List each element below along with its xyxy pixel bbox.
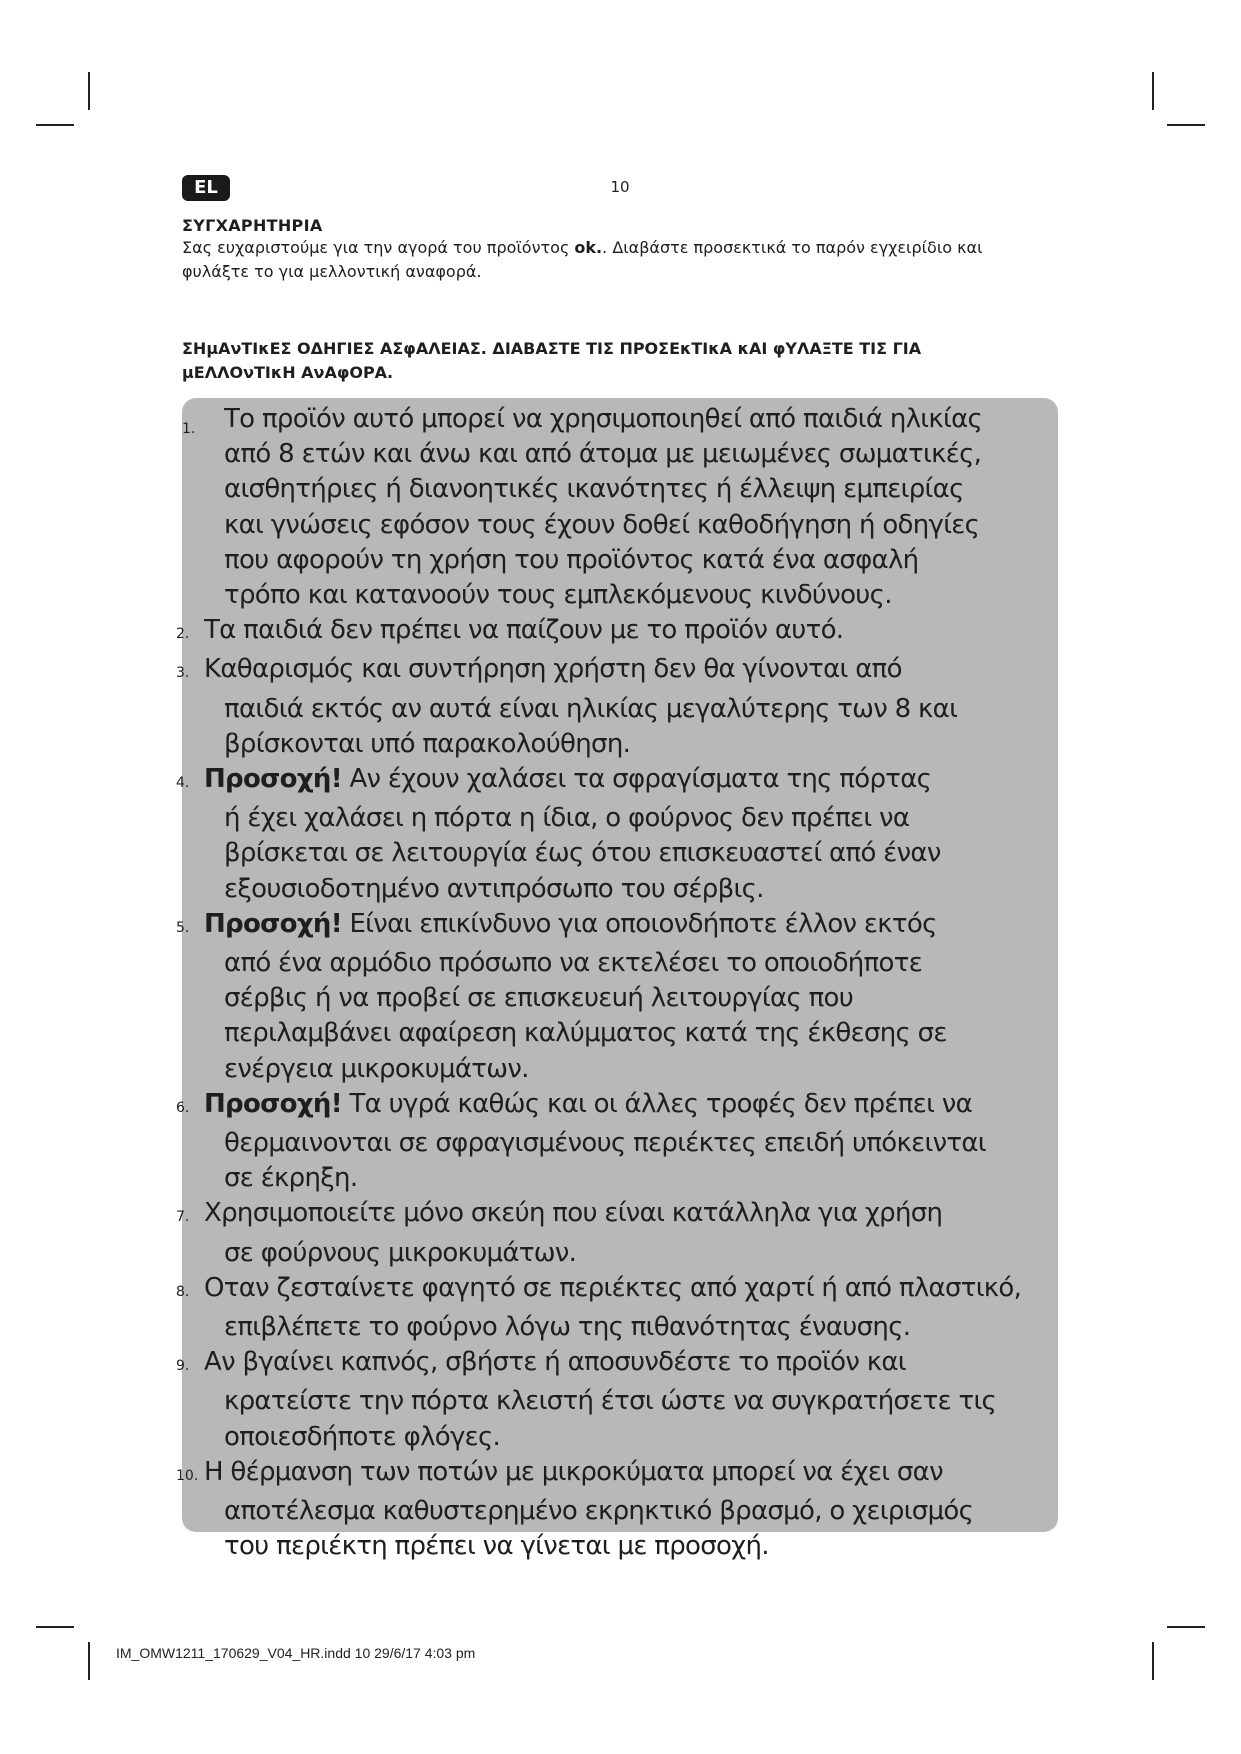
instruction-text: σε έκρηξη. [224, 1163, 358, 1194]
instruction-line: 4. Προσοχή! Αν έχουν χαλάσει τα σφραγίσματα της πόρτας [176, 764, 932, 795]
instruction-text: από ένα αρμόδιο πρόσωπο να εκτελέσει το οποιοδήποτε [224, 948, 923, 979]
instruction-text: κρατείστε την πόρτα κλειστή έτσι ώστε να συγκρατήσετε τις [224, 1386, 997, 1417]
warning-label: Προσοχή! [204, 764, 342, 795]
instruction-line: 8. Οταν ζεσταίνετε φαγητό σε περιέκτες από χαρτί ή από πλαστικό, [176, 1272, 1022, 1303]
congratulations-title: ΣΥΓΧΑΡΗΤΗΡΙΑ [182, 216, 323, 235]
instruction-text: Χρησιμοποιείτε μόνο σκεύη που είναι κατάλληλα για χρήση [204, 1198, 943, 1229]
instruction-text: παιδιά εκτός αν αυτά είναι ηλικίας μεγαλύτερης των 8 και [224, 693, 958, 724]
instruction-text: περιλαμβάνει αφαίρεση καλύμματος κατά της έκθεσης σε [224, 1018, 947, 1049]
instruction-line [182, 801, 1062, 836]
instruction-text: Οταν ζεσταίνετε φαγητό σε περιέκτες από χαρτί ή από πλαστικό, [204, 1272, 1022, 1303]
instruction-line [182, 1016, 1062, 1051]
brand-name: ok. [574, 238, 603, 257]
instruction-line [182, 437, 1062, 472]
instruction-line [182, 1126, 1062, 1161]
instruction-line [182, 981, 1062, 1016]
crop-mark [88, 72, 90, 110]
instruction-text: αισθητήριες ή διανοητικές ικανότητες ή έλλειψη εμπειρίας [224, 474, 964, 505]
instruction-line [182, 1420, 1062, 1455]
instruction-text: που αφορούν τη χρήση του προϊόντος κατά ένα ασφαλή [224, 544, 919, 575]
instruction-text: Καθαρισμός και συντήρηση χρήστη δεν θα γίνονται από [204, 654, 902, 685]
instruction-line [182, 946, 1062, 981]
instruction-text: εξουσιοδοτημένο αντιπρόσωπο του σέρβις. [224, 873, 764, 904]
instruction-line: 2. Τα παιδιά δεν πρέπει να παίζουν με το προϊόν αυτό. [176, 615, 844, 646]
safety-heading [182, 337, 1042, 385]
instruction-line [182, 1494, 1062, 1529]
instruction-line: 7. Χρησιμοποιείτε μόνο σκεύη που είναι κατάλληλα για χρήση [176, 1198, 943, 1229]
crop-mark [1167, 124, 1205, 126]
intro-text-line-2: φυλάξτε το για μελλοντική αναφορά. [182, 262, 482, 281]
instruction-text: οποιεσδήποτε φλόγες. [224, 1421, 501, 1452]
instruction-text: βρίσκονται υπό παρακολούθηση. [224, 728, 631, 759]
safety-instructions-list [176, 402, 1062, 1565]
instruction-text: Τα παιδιά δεν πρέπει να παίζουν με το προϊόν αυτό. [204, 615, 844, 646]
intro-text-start: Σας ευχαριστούμε για την αγορά του προϊόντος [182, 238, 575, 257]
language-badge: EL [182, 175, 230, 201]
crop-mark [36, 124, 74, 126]
instruction-line [182, 727, 1062, 762]
warning-label: Προσοχή! [204, 908, 342, 939]
instruction-line [182, 836, 1062, 871]
instruction-text: βρίσκεται σε λειτουργία έως ότου επισκευαστεί από έναν [224, 838, 941, 869]
instruction-text: από 8 ετών και άνω και από άτομα με μειωμένες σωματικές, [224, 439, 982, 470]
instruction-line [182, 1384, 1062, 1419]
instruction-text: Τα υγρά καθώς και οι άλλες τροφές δεν πρέπει να [341, 1088, 973, 1119]
warning-label: Προσοχή! [204, 1088, 342, 1119]
instruction-line [182, 692, 1062, 727]
instruction-line: 6. Προσοχή! Τα υγρά καθώς και οι άλλες τροφές δεν πρέπει να [176, 1088, 973, 1119]
instruction-line [182, 578, 1062, 613]
instruction-text: Η θέρμανση των ποτών με μικροκύματα μπορεί να έχει σαν [204, 1456, 943, 1487]
crop-mark [1152, 72, 1154, 110]
instruction-line [182, 1529, 1062, 1564]
instruction-text: Είναι επικίνδυνο για οποιονδήποτε έλλον εκτός [341, 908, 937, 939]
crop-mark [36, 1626, 74, 1628]
instruction-line: 9. Αν βγαίνει καπνός, σβήστε ή αποσυνδέστε το προϊόν και [176, 1347, 906, 1378]
crop-mark [1167, 1626, 1205, 1628]
instruction-line [182, 472, 1062, 507]
instruction-line: 10. Η θέρμανση των ποτών με μικροκύματα μπορεί να έχει σαν [176, 1456, 943, 1487]
instruction-line [182, 1236, 1062, 1271]
crop-mark [88, 1642, 90, 1680]
print-footer: IM_OMW1211_170629_V04_HR.indd 10 29/6/17 4:03 pm [116, 1645, 476, 1661]
instruction-text: θερμαινονται σε σφραγισμένους περιέκτες επειδή υπόκεινται [224, 1128, 986, 1159]
instruction-text: Αν βγαίνει καπνός, σβήστε ή αποσυνδέστε το προϊόν και [204, 1347, 906, 1378]
instruction-line [182, 508, 1062, 543]
instruction-text: και γνώσεις εφόσον τους έχουν δοθεί καθοδήγηση ή οδηγίες [224, 509, 980, 540]
intro-text [182, 236, 1042, 284]
instruction-text: τρόπο και κατανοούν τους εμπλεκόμενους κινδύνους. [224, 580, 892, 611]
crop-mark [1152, 1642, 1154, 1680]
instruction-line: 3. Καθαρισμός και συντήρηση χρήστη δεν θα γίνονται από [176, 654, 902, 685]
instruction-line [182, 1052, 1062, 1087]
instruction-number: 1. [182, 421, 196, 437]
safety-heading-line-1: ΣΗμΑνΤΙκΕΣ ΟΔΗΓΙΕΣ ΑΣφΑΛΕΙΑΣ. ΔΙΑΒΑΣΤΕ ΤΙΣ ΠΡΟΣΕκΤΙκΑ κΑΙ φΥΛΑΞΤΕ ΤΙΣ ΓΙΑ [182, 339, 922, 358]
instruction-text: Το προϊόν αυτό μπορεί να χρησιμοποιηθεί από παιδιά ηλικίας [224, 404, 983, 434]
instruction-text: ή έχει χαλάσει η πόρτα η ίδια, ο φούρνος δεν πρέπει να [224, 803, 910, 834]
instruction-text: σε φούρνους μικροκυμάτων. [224, 1237, 577, 1268]
instruction-text: του περιέκτη πρέπει να γίνεται με προσοχή. [224, 1531, 769, 1562]
instruction-line [182, 1161, 1062, 1196]
instruction-line [182, 1310, 1062, 1345]
instruction-line [182, 872, 1062, 907]
instruction-line [182, 543, 1062, 578]
instruction-text: επιβλέπετε το φούρνο λόγω της πιθανότητας έναυσης. [224, 1312, 911, 1343]
safety-heading-line-2: μΕΛΛΟνΤΙκΗ ΑνΑφΟΡΑ. [182, 363, 394, 382]
instruction-text: αποτέλεσμα καθυστερημένο εκρηκτικό βρασμό, ο χειρισμός [224, 1496, 974, 1527]
instruction-text: ενέργεια μικροκυμάτων. [224, 1053, 529, 1084]
instruction-line [182, 402, 1062, 437]
instruction-text: σέρβις ή να προβεί σε επισκευεuή λειτουργίας που [224, 983, 854, 1014]
intro-text-end: . Διαβάστε προσεκτικά το παρόν εγχειρίδιο και [602, 238, 983, 257]
instruction-line: 5. Προσοχή! Είναι επικίνδυνο για οποιονδήποτε έλλον εκτός [176, 908, 937, 939]
instruction-text: Αν έχουν χαλάσει τα σφραγίσματα της πόρτας [341, 764, 932, 795]
page-number: 10 [610, 178, 630, 196]
